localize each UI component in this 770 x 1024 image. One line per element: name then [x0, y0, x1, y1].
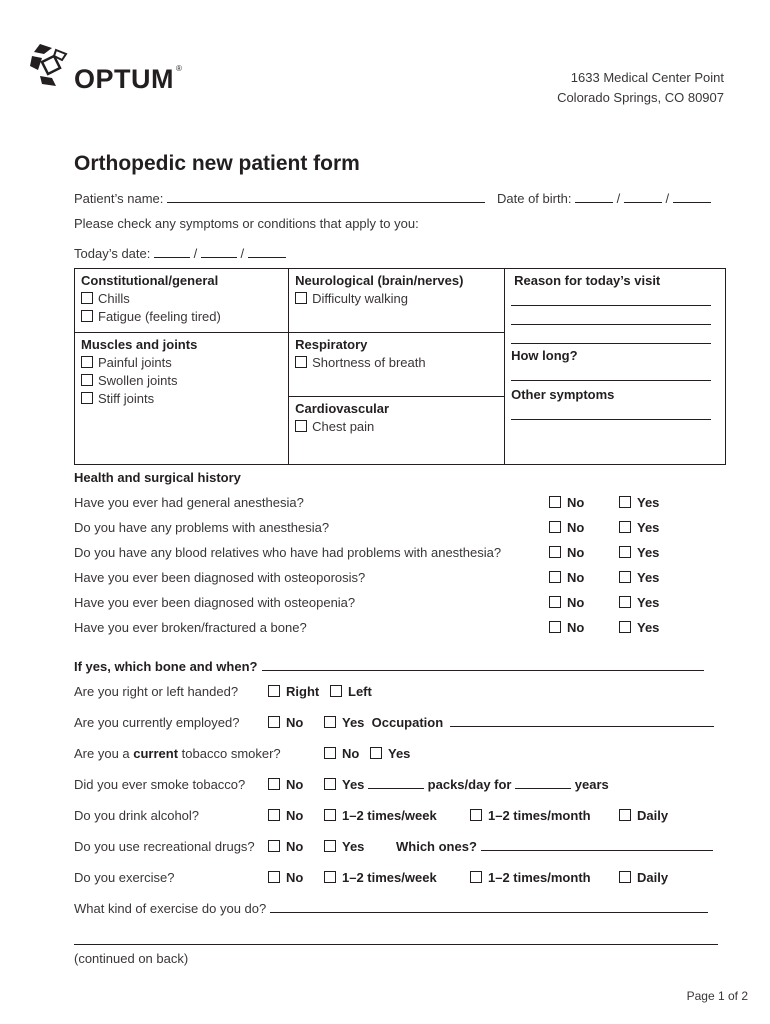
- no-label: No: [567, 520, 585, 535]
- years-field[interactable]: [515, 777, 571, 789]
- shortness-of-breath-checkbox[interactable]: [295, 356, 307, 368]
- address-line-2: Colorado Springs, CO 80907: [557, 90, 724, 105]
- cardiovascular-heading: Cardiovascular: [295, 401, 390, 416]
- chills-checkbox[interactable]: [81, 292, 93, 304]
- dob-label: Date of birth:: [497, 191, 572, 206]
- which-ones-field[interactable]: [481, 839, 713, 851]
- employed-yes-label: Yes: [342, 715, 365, 730]
- right-checkbox[interactable]: [268, 685, 280, 697]
- alcohol-week-label: 1–2 times/week: [342, 808, 437, 823]
- history-row: [0, 595, 770, 620]
- history-row: [0, 620, 770, 645]
- drugs-yes-checkbox[interactable]: [324, 840, 336, 852]
- handed-question: Are you right or left handed?: [74, 684, 239, 699]
- drugs-no-label: No: [286, 839, 304, 854]
- no-label: No: [567, 495, 585, 510]
- reason-heading: Reason for today’s visit: [514, 273, 661, 288]
- drugs-yes-label: Yes: [342, 839, 365, 854]
- tobacco-no-checkbox[interactable]: [324, 747, 336, 759]
- history-question: Do you have any problems with anesthesia?: [74, 520, 330, 535]
- employed-no-checkbox[interactable]: [268, 716, 280, 728]
- history-question: Have you ever been diagnosed with osteoporosis?: [74, 570, 366, 585]
- todays-month-field[interactable]: [154, 246, 190, 258]
- respiratory-section: [289, 333, 504, 370]
- right-label: Right: [286, 684, 320, 699]
- alcohol-month-label: 1–2 times/month: [488, 808, 591, 823]
- instructions: Please check any symptoms or conditions that apply to you:: [74, 216, 419, 231]
- painful-joints-label: Painful joints: [98, 355, 172, 370]
- drugs-no-checkbox[interactable]: [268, 840, 280, 852]
- respiratory-heading: Respiratory: [295, 337, 368, 352]
- history-heading: Health and surgical history: [74, 470, 241, 485]
- no-checkbox[interactable]: [549, 596, 561, 608]
- history-row: [0, 570, 770, 595]
- exercise-kind-row: [74, 901, 708, 916]
- yes-label: Yes: [637, 595, 660, 610]
- chills-label: Chills: [98, 291, 130, 306]
- exercise-no-checkbox[interactable]: [268, 871, 280, 883]
- alcohol-daily-label: Daily: [637, 808, 669, 823]
- exercise-week-checkbox[interactable]: [324, 871, 336, 883]
- stiff-joints-label: Stiff joints: [98, 391, 155, 406]
- reason-line-3[interactable]: [511, 329, 711, 344]
- chest-pain-label: Chest pain: [312, 419, 375, 434]
- employed-yes-checkbox[interactable]: [324, 716, 336, 728]
- tobacco-question: Are you a current tobacco smoker?: [74, 746, 281, 761]
- exercise-kind-field-2[interactable]: [74, 934, 718, 945]
- alcohol-no-checkbox[interactable]: [268, 809, 280, 821]
- muscles-section: [75, 333, 288, 406]
- exercise-no-label: No: [286, 870, 304, 885]
- yes-checkbox[interactable]: [619, 521, 631, 533]
- yes-checkbox[interactable]: [619, 596, 631, 608]
- bone-question-row: [74, 658, 704, 676]
- dob-day-field[interactable]: [624, 191, 662, 203]
- no-label: No: [567, 595, 585, 610]
- ever-smoke-question: Did you ever smoke tobacco?: [74, 777, 246, 792]
- dob-month-field[interactable]: [575, 191, 613, 203]
- todays-day-field[interactable]: [201, 246, 237, 258]
- ever-smoke-no-checkbox[interactable]: [268, 778, 280, 790]
- patient-name-label: Patient’s name:: [74, 191, 164, 206]
- chest-pain-checkbox[interactable]: [295, 420, 307, 432]
- reason-section: [505, 269, 725, 420]
- tobacco-yes-checkbox[interactable]: [370, 747, 382, 759]
- history-question: Have you ever broken/fractured a bone?: [74, 620, 307, 635]
- employed-question: Are you currently employed?: [74, 715, 240, 730]
- packs-field[interactable]: [368, 777, 424, 789]
- neurological-heading: Neurological (brain/nerves): [295, 273, 464, 288]
- reason-line-2[interactable]: [511, 310, 711, 325]
- no-label: No: [567, 620, 585, 635]
- years-label: years: [574, 777, 609, 792]
- continued-note: (continued on back): [74, 951, 189, 966]
- todays-date-label: Today’s date:: [74, 246, 151, 261]
- swollen-joints-checkbox[interactable]: [81, 374, 93, 386]
- alcohol-week-checkbox[interactable]: [324, 809, 336, 821]
- page-title: Orthopedic new patient form: [74, 152, 360, 175]
- optum-logo: OPTUM ®: [74, 64, 183, 94]
- alcohol-no-label: No: [286, 808, 304, 823]
- how-long-line[interactable]: [511, 366, 711, 381]
- painful-joints-checkbox[interactable]: [81, 356, 93, 368]
- fatigue-label: Fatigue (feeling tired): [98, 309, 221, 324]
- no-label: No: [567, 545, 585, 560]
- exercise-kind-field[interactable]: [270, 901, 708, 913]
- todays-year-field[interactable]: [248, 246, 286, 258]
- occupation-label: Occupation: [371, 715, 444, 730]
- page-number: Page 1 of 2: [686, 989, 748, 1003]
- tobacco-no-label: No: [342, 746, 360, 761]
- ever-smoke-no-label: No: [286, 777, 304, 792]
- drugs-question: Do you use recreational drugs?: [74, 839, 255, 854]
- difficulty-walking-label: Difficulty walking: [312, 291, 408, 306]
- neurological-section: [289, 269, 504, 306]
- no-checkbox[interactable]: [549, 571, 561, 583]
- exercise-daily-label: Daily: [637, 870, 669, 885]
- yes-checkbox[interactable]: [619, 571, 631, 583]
- bone-question: If yes, which bone and when?: [74, 659, 258, 674]
- constitutional-heading: Constitutional/general: [81, 273, 219, 288]
- optum-logo-icon: [30, 44, 74, 86]
- yes-label: Yes: [637, 545, 660, 560]
- alcohol-question: Do you drink alcohol?: [74, 808, 200, 823]
- no-checkbox[interactable]: [549, 621, 561, 633]
- history-question: Do you have any blood relatives who have had problems with anesthesia?: [74, 545, 502, 560]
- exercise-daily-checkbox[interactable]: [619, 871, 631, 883]
- yes-label: Yes: [637, 495, 660, 510]
- dob-row: Date of birth: / /: [497, 191, 711, 206]
- bone-field[interactable]: [262, 659, 704, 671]
- fatigue-checkbox[interactable]: [81, 310, 93, 322]
- packs-label: packs/day for: [427, 777, 512, 792]
- alcohol-daily-checkbox[interactable]: [619, 809, 631, 821]
- left-checkbox[interactable]: [330, 685, 342, 697]
- swollen-joints-label: Swollen joints: [98, 373, 178, 388]
- alcohol-month-checkbox[interactable]: [470, 809, 482, 821]
- no-checkbox[interactable]: [549, 496, 561, 508]
- constitutional-section: [75, 269, 288, 324]
- tobacco-yes-label: Yes: [388, 746, 411, 761]
- exercise-month-label: 1–2 times/month: [488, 870, 591, 885]
- difficulty-walking-checkbox[interactable]: [295, 292, 307, 304]
- employed-no-label: No: [286, 715, 304, 730]
- muscles-heading: Muscles and joints: [81, 337, 198, 352]
- history-row: [0, 545, 770, 570]
- occupation-field[interactable]: [450, 715, 714, 727]
- shortness-of-breath-label: Shortness of breath: [312, 355, 426, 370]
- exercise-kind-question: What kind of exercise do you do?: [74, 901, 267, 916]
- other-symptoms-heading: Other symptoms: [511, 387, 615, 402]
- no-label: No: [567, 570, 585, 585]
- history-question: Have you ever had general anesthesia?: [74, 495, 304, 510]
- no-checkbox[interactable]: [549, 521, 561, 533]
- patient-name-field[interactable]: [167, 191, 485, 203]
- stiff-joints-checkbox[interactable]: [81, 392, 93, 404]
- yes-label: Yes: [637, 570, 660, 585]
- how-long-heading: How long?: [511, 348, 578, 363]
- history-row: [0, 520, 770, 545]
- exercise-week-label: 1–2 times/week: [342, 870, 437, 885]
- yes-checkbox[interactable]: [619, 546, 631, 558]
- address-line-1: 1633 Medical Center Point: [570, 70, 724, 85]
- history-question: Have you ever been diagnosed with osteopenia?: [74, 595, 356, 610]
- yes-label: Yes: [637, 620, 660, 635]
- history-questions: [0, 495, 770, 645]
- reason-line-1[interactable]: [511, 291, 711, 306]
- other-symptoms-line[interactable]: [511, 405, 711, 420]
- yes-checkbox[interactable]: [619, 621, 631, 633]
- history-row: [0, 495, 770, 520]
- patient-name-row: [74, 191, 485, 206]
- todays-date-row: Today’s date: / /: [74, 246, 286, 261]
- ever-smoke-yes-label: Yes: [342, 777, 365, 792]
- cardiovascular-section: [289, 397, 504, 434]
- exercise-question: Do you exercise?: [74, 870, 175, 885]
- yes-label: Yes: [637, 520, 660, 535]
- yes-checkbox[interactable]: [619, 496, 631, 508]
- symptoms-table: [74, 268, 726, 465]
- which-ones-label: Which ones?: [396, 839, 477, 854]
- exercise-month-checkbox[interactable]: [470, 871, 482, 883]
- dob-year-field[interactable]: [673, 191, 711, 203]
- left-label: Left: [348, 684, 372, 699]
- no-checkbox[interactable]: [549, 546, 561, 558]
- ever-smoke-yes-checkbox[interactable]: [324, 778, 336, 790]
